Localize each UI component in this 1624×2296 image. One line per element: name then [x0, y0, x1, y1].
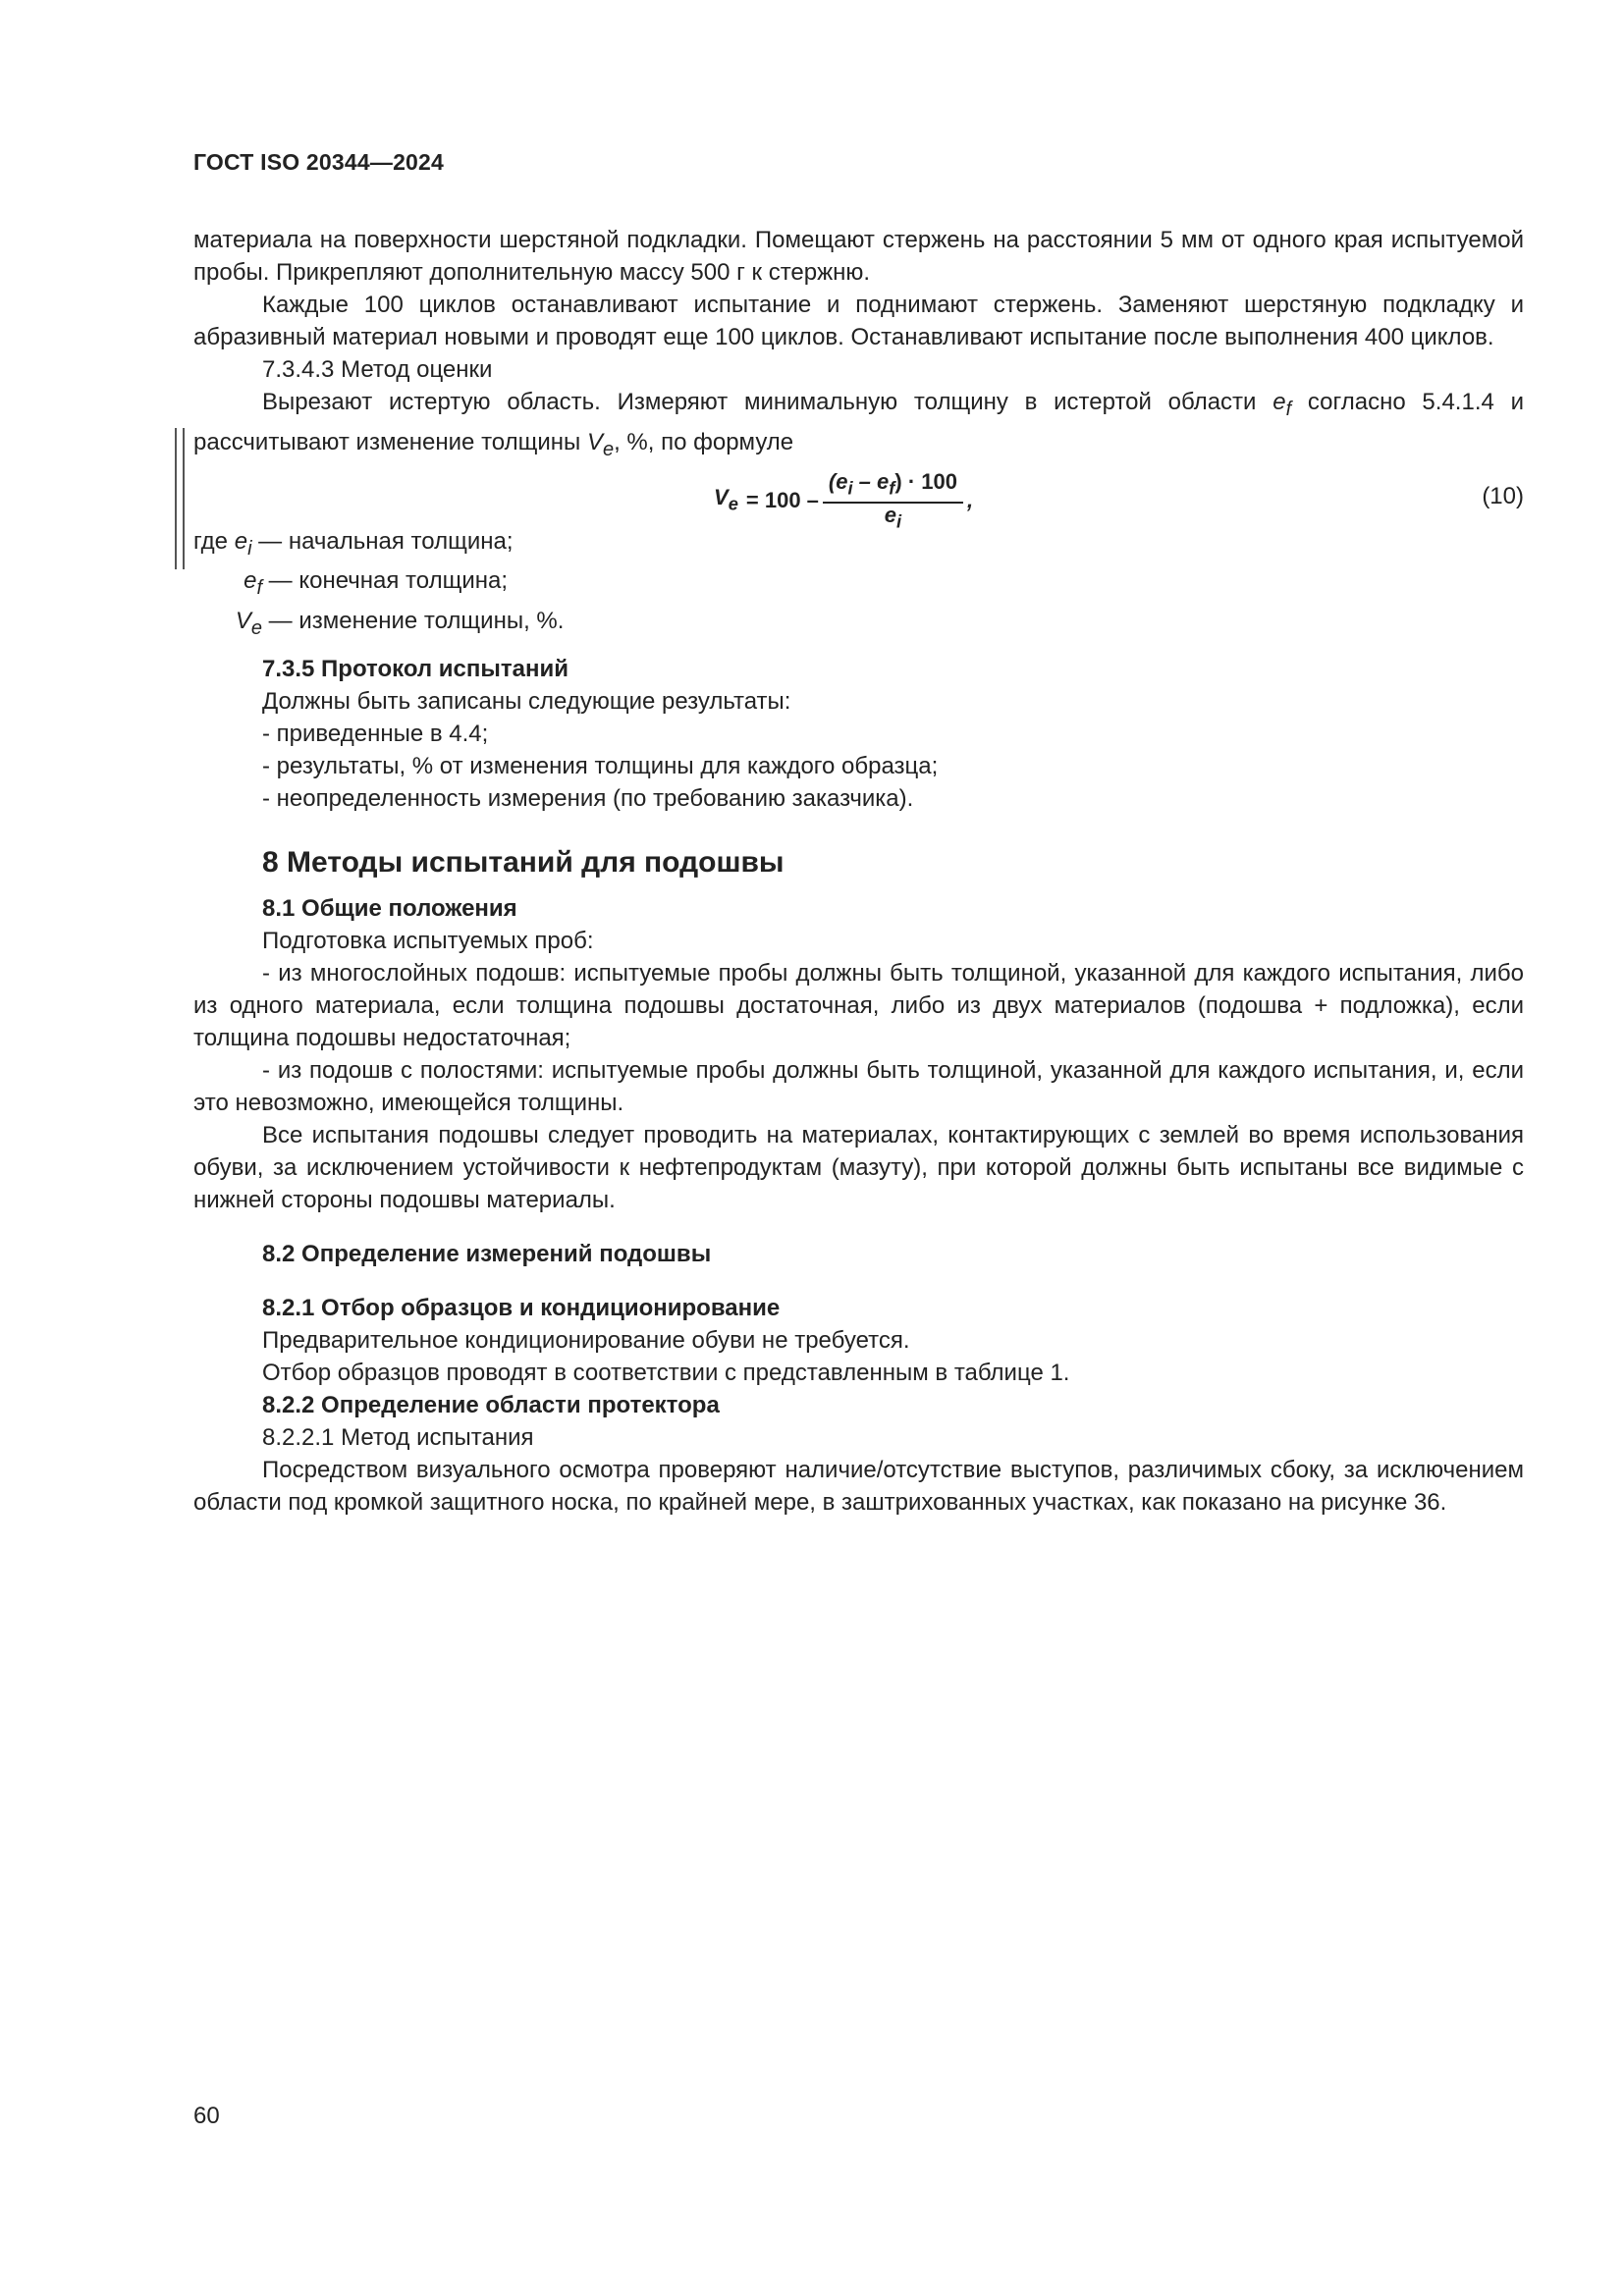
subsection-heading: 8.2 Определение измерений подошвы: [262, 1240, 712, 1267]
paragraph: Предварительное кондиционирование обуви не требуется.: [262, 1326, 910, 1354]
paragraph: Должны быть записаны следующие результаты:: [262, 687, 791, 715]
list-item: - из подошв с полостями: испытуемые пробы должны быть толщиной, указанной для каждого испытания, и, если это невозможно, имеющейся толщины.: [193, 1056, 1524, 1116]
document-header: ГОСТ ISO 20344—2024: [193, 149, 445, 175]
paragraph: Все испытания подошвы следует проводить на материалах, контактирующих с землей во время использования обуви, за исключением устойчивости к нефтепродуктам (мазуту), при которой должны быть испытаны все видимые с нижней стороны подошвы материалы.: [193, 1121, 1524, 1213]
paragraph: материала на поверхности шерстяной подкладки. Помещают стержень на расстоянии 5 мм от одного края испытуемой пробы. Прикрепляют дополнительную массу 500 г к стержню.: [193, 227, 1524, 286]
list-item: - приведенные в 4.4;: [262, 720, 489, 747]
paragraph: Вырезают истертую область. Измеряют минимальную толщину в истертой области $e_f$ согласно 5.4.1.4 и рассчитывают изменение толщины $V_e$, %, по формуле: [193, 389, 1524, 460]
subsection-heading: 8.2.1 Отбор образцов и кондиционирование: [262, 1294, 781, 1321]
formula: $V_e$ = 100 – $\frac{(e_i - e_f) \cdot 100}{e_i}$ ,: [714, 468, 974, 532]
definition-item: $e_f$ — конечная толщина;: [244, 567, 508, 600]
body-text: [193, 224, 1524, 1519]
definitions: где $e_i$ — начальная толщина; $e_f$ — конечная толщина; $V_e$ — изменение толщины, %.: [193, 525, 1524, 645]
list-item: - результаты, % от изменения толщины для каждого образца;: [262, 752, 939, 779]
paragraph: Отбор образцов проводят в соответствии с представленным в таблице 1.: [262, 1359, 1070, 1386]
paragraph: Подготовка испытуемых проб:: [262, 927, 594, 954]
section-heading: 8 Методы испытаний для подошвы: [262, 845, 785, 879]
definition-item: $V_e$ — изменение толщины, %.: [235, 608, 565, 639]
subsection-heading: 8.1 Общие положения: [262, 894, 517, 922]
list-item: - из многослойных подошв: испытуемые пробы должны быть толщиной, указанной для каждого испытания, либо из одного материала, если толщина подошвы достаточная, либо из двух материалов (подошва + подложка), если толщина подошвы недостаточная;: [193, 959, 1524, 1051]
subsection-heading: 7.3.4.3 Метод оценки: [262, 356, 493, 383]
paragraph: Каждые 100 циклов останавливают испытание и поднимают стержень. Заменяют шерстяную подкладку и абразивный материал новыми и проводят еще 100 циклов. Останавливают испытание после выполнения 400 циклов.: [193, 292, 1524, 350]
formula-fraction: $\frac{(e_i - e_f) \cdot 100}{e_i}$: [823, 468, 963, 534]
page-number: 60: [193, 2103, 220, 2129]
formula-block: [193, 466, 1524, 532]
subsection-heading: 7.3.5 Протокол испытаний: [262, 655, 568, 682]
subsection-heading: 8.2.2.1 Метод испытания: [262, 1423, 534, 1451]
subsection-heading: 8.2.2 Определение области протектора: [262, 1391, 720, 1418]
list-item: - неопределенность измерения (по требованию заказчика).: [262, 784, 914, 812]
formula-number: (10): [1482, 482, 1524, 509]
paragraph: Посредством визуального осмотра проверяют наличие/отсутствие выступов, различимых сбоку, за исключением области под кромкой защитного носка, по крайней мере, в заштрихованных участках, как показано на рисунке 36.: [193, 1456, 1524, 1516]
change-bar: [175, 428, 185, 569]
